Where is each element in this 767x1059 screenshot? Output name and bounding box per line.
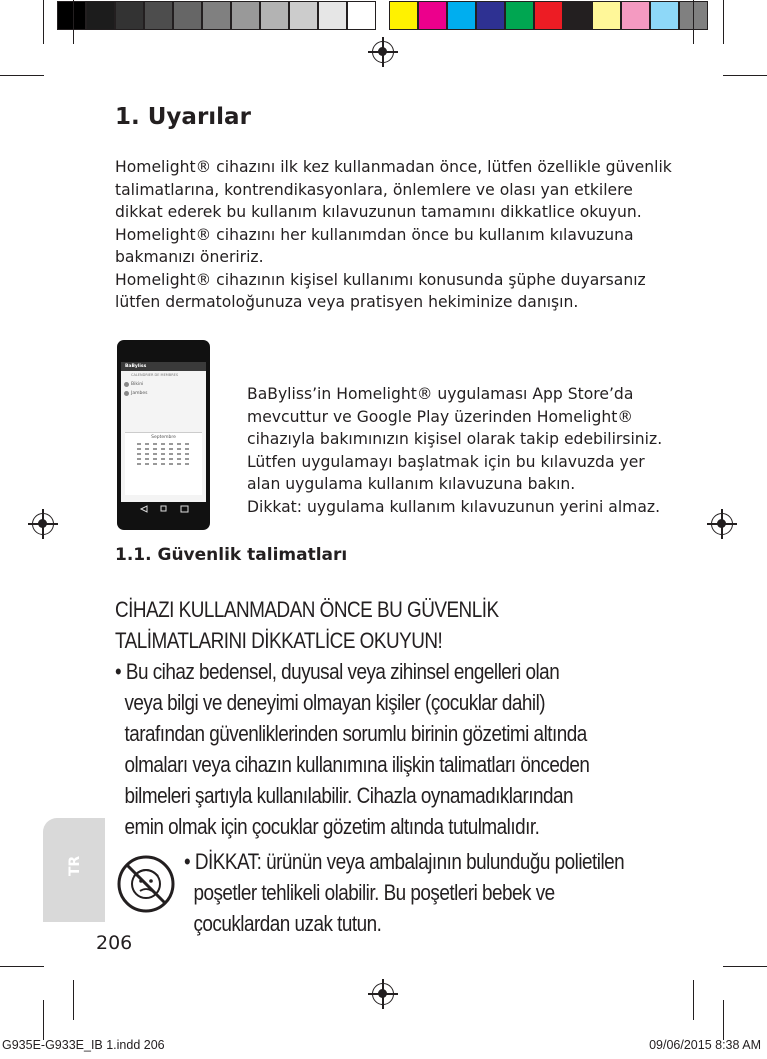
color-swatch — [621, 1, 650, 30]
calendar-day — [137, 443, 141, 445]
crop-mark — [0, 966, 44, 967]
calendar-day — [169, 463, 173, 465]
gray-swatch — [202, 1, 231, 30]
phone-app-bar: BaByliss — [121, 362, 206, 371]
page-number: 206 — [96, 932, 133, 954]
calendar-day — [153, 453, 157, 455]
gray-swatch — [173, 1, 202, 30]
phone-list-header: CALENDRIER DE MEMBRES — [131, 373, 179, 377]
calendar-day — [153, 443, 157, 445]
calendar-day — [185, 453, 189, 455]
language-tab-label: TR — [67, 855, 84, 877]
calendar-day — [145, 458, 149, 460]
calendar-day — [161, 448, 165, 450]
calendar-day — [153, 448, 157, 450]
crop-mark — [723, 1000, 724, 1040]
calendar-day — [153, 458, 157, 460]
calendar-day — [161, 458, 165, 460]
app-description — [247, 383, 667, 518]
calendar-day — [161, 453, 165, 455]
color-swatch — [389, 1, 418, 30]
phone-item-label: Bikini — [131, 382, 144, 387]
gray-swatch — [318, 1, 347, 30]
calendar-day — [137, 448, 141, 450]
registration-mark-icon — [372, 41, 394, 63]
crop-mark — [693, 980, 694, 1020]
calendar-day — [177, 443, 181, 445]
registration-mark-icon — [32, 513, 54, 535]
phone-list-item — [121, 380, 206, 389]
gray-swatch — [57, 1, 86, 30]
intro-text — [115, 156, 675, 314]
color-swatch — [534, 1, 563, 30]
calendar-day — [177, 448, 181, 450]
calendar-day — [177, 458, 181, 460]
gray-swatch — [115, 1, 144, 30]
calendar-day — [185, 463, 189, 465]
color-swatch — [563, 1, 592, 30]
calendar-day — [169, 448, 173, 450]
phone-calendar — [125, 432, 202, 495]
calendar-day — [145, 463, 149, 465]
crop-mark — [723, 966, 767, 967]
phone-list-item — [121, 389, 206, 398]
intro-paragraph: Homelight® cihazını her kullanımdan önce bu kullanım kılavuzuna bakmanızı öneririz. — [115, 225, 634, 266]
language-tab — [43, 818, 105, 922]
color-swatch — [650, 1, 679, 30]
calendar-day — [169, 443, 173, 445]
calendar-day — [145, 453, 149, 455]
gray-swatch — [86, 1, 115, 30]
subsection-heading: 1.1. Güvenlik talimatları — [115, 545, 348, 565]
warning-text: • DİKKAT: ürünün veya ambalajının bulunduğu polietilen poşetler tehlikeli olabilir. Bu poşetleri bebek ve çocuklardan uzak tutun. — [184, 849, 625, 936]
crop-mark — [0, 75, 44, 76]
phone-calendar-grid — [137, 443, 193, 465]
calendar-day — [185, 443, 189, 445]
color-swatch — [418, 1, 447, 30]
calendar-day — [177, 463, 181, 465]
calendar-day — [153, 463, 157, 465]
calendar-day — [169, 453, 173, 455]
gray-swatch — [347, 1, 376, 30]
calendar-day — [169, 458, 173, 460]
crop-mark — [73, 980, 74, 1020]
phone-illustration — [117, 340, 210, 530]
intro-paragraph: Homelight® cihazını ilk kez kullanmadan önce, lütfen özellikle güvenlik talimatlarına, kontrendikasyonlara, önlemlere ve olası yan etkilere dikkat ederek bu kullanım kılavuzunun tamamını dikkatlice okuyun. — [115, 158, 672, 221]
gray-swatch — [144, 1, 173, 30]
safety-bullet: • Bu cihaz bedensel, duyusal veya zihinsel engelleri olan veya bilgi ve deneyimi olmayan kişiler (çocuklar dahil) tarafından güvenliklerinden sorumlu birinin gözetimi altında olmaları veya cihazın kullanımına ilişkin talimatları önceden bilmeleri şartıyla kullanılabilir. Cihazla oynamadıklarından emin olmak için çocuklar gözetim altında tutulmalıdır. — [115, 659, 590, 839]
calendar-day — [161, 463, 165, 465]
registration-mark-icon — [711, 513, 733, 535]
section-heading: 1. Uyarılar — [115, 104, 251, 130]
color-swatch — [592, 1, 621, 30]
crop-mark — [43, 1000, 44, 1040]
app-paragraph: Lütfen uygulamayı başlatmak için bu kılavuzda yer alan uygulama kullanım kılavuzuna bakın. — [247, 452, 645, 493]
calendar-day — [185, 458, 189, 460]
registration-mark-icon — [372, 983, 394, 1005]
phone-item-label: Jambes — [131, 391, 148, 396]
calendar-day — [137, 453, 141, 455]
crop-mark — [693, 0, 694, 44]
color-swatch — [476, 1, 505, 30]
no-plastic-bag-child-icon — [116, 854, 176, 914]
calendar-day — [145, 448, 149, 450]
safety-heading: CİHAZI KULLANMADAN ÖNCE BU GÜVENLİK TALİMATLARINI DİKKATLİCE OKUYUN! — [115, 597, 499, 653]
phone-screen — [121, 362, 206, 502]
gray-swatch — [231, 1, 260, 30]
crop-mark — [43, 0, 44, 44]
color-swatch — [447, 1, 476, 30]
crop-mark — [723, 75, 767, 76]
gray-swatch — [260, 1, 289, 30]
calendar-day — [161, 443, 165, 445]
gray-swatch — [289, 1, 318, 30]
calendar-day — [145, 443, 149, 445]
app-paragraph: Dikkat: uygulama kullanım kılavuzunun yerini almaz. — [247, 497, 661, 516]
calendar-day — [185, 448, 189, 450]
crop-mark — [723, 0, 724, 44]
color-swatch — [505, 1, 534, 30]
calendar-day — [137, 458, 141, 460]
footer-timestamp: 09/06/2015 8:38 AM — [649, 1038, 761, 1052]
app-paragraph: BaByliss’in Homelight® uygulaması App Store’da mevcuttur ve Google Play üzerinden Homelight® cihazıyla bakımınızın kişisel olarak takip edebilirsiniz. — [247, 385, 663, 448]
phone-calendar-month: Septembre — [151, 435, 176, 440]
safety-instructions — [115, 594, 597, 842]
phone-nav-bar — [121, 502, 206, 516]
footer-file-info: G935E-G933E_IB 1.indd 206 — [2, 1038, 165, 1052]
calendar-day — [177, 453, 181, 455]
crop-mark — [73, 0, 74, 44]
calendar-day — [137, 463, 141, 465]
intro-paragraph: Homelight® cihazının kişisel kullanımı konusunda şüphe duyarsanız lütfen dermatoloğunuza veya pratisyen hekiminize danışın. — [115, 270, 646, 311]
